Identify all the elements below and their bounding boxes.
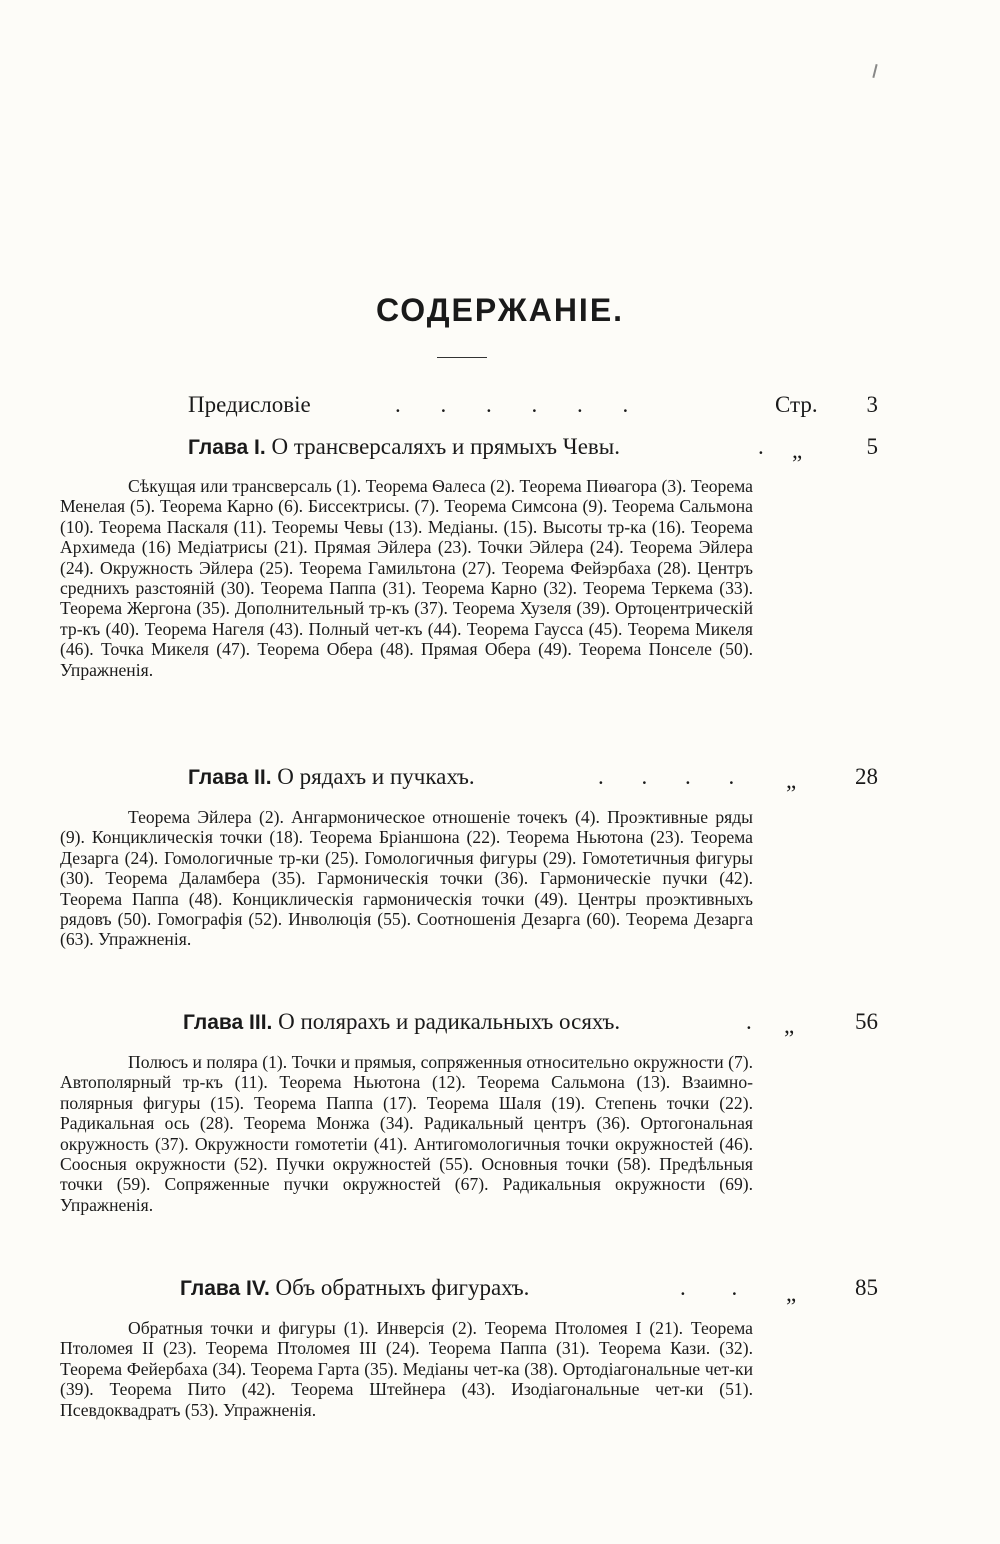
toc-row-chapter-2[interactable] (0, 764, 1000, 798)
toc-entry-label (183, 1009, 620, 1035)
chapter-number: Глава III. (183, 1011, 273, 1034)
chapter-contents: Сѣкущая или трансверсаль (1). Теорема Ѳалеса (2). Теорема Пиѳагора (3). Теорема Менелая (5). Теорема Карно (6). Биссектрисы. (7). Теорема Симсона (9). Теорема Сальмона (10). Теорема Паскаля (11). Теоремы Чевы (13). Медіаны. (15). Высоты тр-ка (16). Теорема Архимеда (16) Медіатрисы (21). Прямая Эйлера (23). Точки Эйлера (24). Теорема Эйлера (24). Окружность Эйлера (25). Теорема Гамильтона (27). Теорема Фейэрбаха (28). Центръ среднихъ разстояній (30). Теорема Паппа (31). Теорема Карно (32). Теорема Теркема (33). Теорема Жергона (35). Дополнительный тр-къ (37). Теорема Хузеля (39). Ортоцентрическій тр-къ (40). Теорема Нагеля (43). Полный чет-къ (44). Теорема Гаусса (45). Теорема Микеля (46). Точка Микеля (47). Теорема Обера (48). Прямая Обера (49). Теорема Понселе (50). Упражненія. (60, 476, 753, 680)
toc-row-chapter-3[interactable] (0, 1009, 1000, 1043)
toc-page-number: 28 (855, 764, 878, 789)
leader-dots: . . . . . . (395, 392, 629, 417)
ditto-mark: „ (792, 438, 803, 463)
chapter-number: Глава IV. (180, 1277, 270, 1300)
toc-entry-label (188, 764, 475, 790)
leader-dots: . . . . (598, 764, 735, 789)
toc-entry-label: Предисловіе (188, 392, 311, 417)
chapter-title: О трансверсаляхъ и прямыхъ Чевы. (271, 434, 620, 459)
ditto-mark: „ (784, 1013, 795, 1038)
leader-dots: . . (680, 1275, 738, 1300)
toc-page-number: 85 (855, 1275, 878, 1300)
toc-entry-label (188, 434, 620, 460)
ditto-mark: „ (786, 1281, 797, 1306)
chapter-contents: Полюсъ и поляра (1). Точки и прямыя, сопряженныя относительно окружности (7). Автополярный тр-къ (11). Теорема Ньютона (12). Теорема Сальмона (13). Взаимно-полярныя фигуры (15). Теорема Паппа (17). Теорема Шаля (19). Степень точки (22). Радикальная ось (28). Теорема Монжа (34). Радикальный центръ (36). Ортогональная окружность (37). Окружности гомотетіи (41). Антигомологичныя точки окружностей (46). Соосныя окружности (52). Пучки окружностей (55). Основныя точки (58). Предѣльныя точки (59). Сопряженные пучки окружностей (67). Радикальныя окружности (69). Упражненія. (60, 1052, 753, 1215)
page-title: СОДЕРЖАНІЕ. (375, 292, 625, 328)
toc-row-preface[interactable] (0, 392, 1000, 426)
chapter-title: О рядахъ и пучкахъ. (277, 764, 475, 789)
ditto-mark: „ (786, 768, 797, 793)
chapter-title: О полярахъ и радикальныхъ осяхъ. (278, 1009, 621, 1034)
leader-dots: . (746, 1009, 752, 1034)
chapter-contents: Теорема Эйлера (2). Ангармоническое отношеніе точекъ (4). Проэктивные ряды (9). Конциклическія точки (18). Теорема Бріаншона (22). Теорема Ньютона (23). Теорема Дезарга (24). Гомологичные тр-ки (25). Гомологичныя фигуры (29). Гомотетичныя фигуры (30). Теорема Даламбера (35). Гармоническія точки (36). Гармоническіе пучки (42). Теорема Паппа (48). Конциклическія гармоническія точки (49). Центры проэктивныхъ рядовъ (50). Гомографія (52). Инволюція (55). Соотношенія Дезарга (60). Теорема Дезарга (63). Упражненія. (60, 807, 753, 950)
leader-dots: . (758, 434, 764, 459)
page-prefix: Стр. (775, 392, 818, 417)
toc-page-number: 3 (866, 392, 878, 417)
chapter-title: Объ обратныхъ фигурахъ. (275, 1275, 530, 1300)
title-divider (437, 357, 487, 358)
chapter-number: Глава I. (188, 436, 266, 459)
toc-row-chapter-1[interactable] (0, 434, 1000, 468)
toc-page-number: 5 (866, 434, 878, 459)
toc-entry-label (180, 1275, 529, 1301)
chapter-contents: Обратныя точки и фигуры (1). Инверсія (2). Теорема Птоломея I (21). Теорема Птоломея II (23). Теорема Птоломея III (24). Теорема Паппа (31). Теорема Кази. (32). Теорема Фейербаха (34). Теорема Гарта (35). Медіаны чет-ка (38). Ортодіагональные чет-ки (39). Теорема Пито (42). Теорема Штейнера (43). Изодіагональные чет-ки (51). Псевдоквадратъ (53). Упражненія. (60, 1318, 753, 1420)
toc-page-number: 56 (855, 1009, 878, 1034)
stray-mark (872, 64, 877, 78)
chapter-number: Глава II. (188, 766, 272, 789)
toc-row-chapter-4[interactable] (0, 1275, 1000, 1309)
